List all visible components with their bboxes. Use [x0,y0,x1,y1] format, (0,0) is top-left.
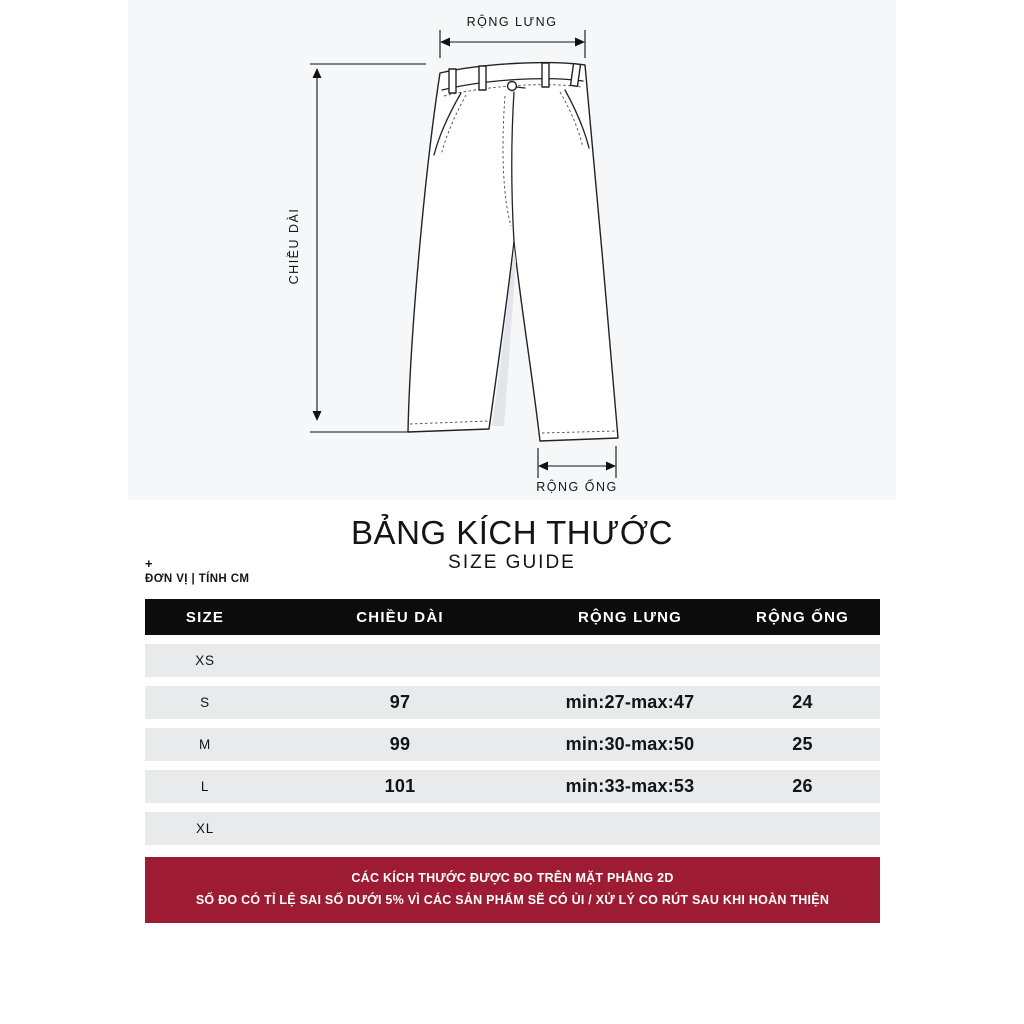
size-table [145,599,880,854]
size-label: L [200,779,210,794]
hem-value: 26 [792,776,813,796]
disclaimer-line-2: SỐ ĐO CÓ TỈ LỆ SAI SỐ DƯỚI 5% VÌ CÁC SẢN PHẨM SẼ CÓ ỦI / XỬ LÝ CO RÚT SAU KHI HOÀN THIỆN [195,893,830,907]
plus-mark: + [145,556,153,571]
waist-width-dimension [440,14,585,58]
size-label: M [198,737,212,752]
waist-value: min:30-max:50 [565,734,695,754]
hem-value: 24 [792,692,813,712]
page-title: BẢNG KÍCH THƯỚC [351,514,673,551]
size-label: XL [195,821,215,836]
length-dimension [286,64,426,432]
page-subtitle: SIZE GUIDE [448,552,576,573]
table-row-xl [145,812,880,845]
table-row-xs [145,644,880,677]
hem-width-dimension [536,446,617,494]
header-size: SIZE [185,608,225,626]
waist-value: min:33-max:53 [565,776,695,796]
waist-width-label: RỘNG LƯNG [466,15,558,29]
pants-sketch [408,63,618,441]
unit-note [145,556,249,587]
header-chieu-dai: CHIỀU DÀI [356,608,444,626]
size-label: XS [195,653,215,668]
size-table-header [145,599,880,635]
size-label: S [200,695,210,710]
hem-width-label: RỘNG ỐNG [536,480,618,494]
length-value: 99 [389,734,411,754]
unit-note-text: ĐƠN VỊ | TÍNH CM [145,573,250,586]
table-row-l [145,770,880,803]
waist-button [508,82,517,91]
length-label: CHIỀU DÀI [287,207,301,285]
pants-measurement-diagram [128,0,896,500]
table-row-m [145,728,880,761]
disclaimer-line-1: CÁC KÍCH THƯỚC ĐƯỢC ĐO TRÊN MẶT PHẲNG 2D [351,871,674,886]
header-rong-ong: RỘNG ỐNG [756,608,849,626]
length-value: 97 [389,692,411,712]
disclaimer-banner [145,857,880,923]
hem-value: 25 [792,734,813,754]
waist-value: min:27-max:47 [565,692,695,712]
length-value: 101 [384,776,416,796]
table-row-s [145,686,880,719]
header-rong-lung: RỘNG LƯNG [577,608,683,626]
diagram-panel [128,0,896,500]
